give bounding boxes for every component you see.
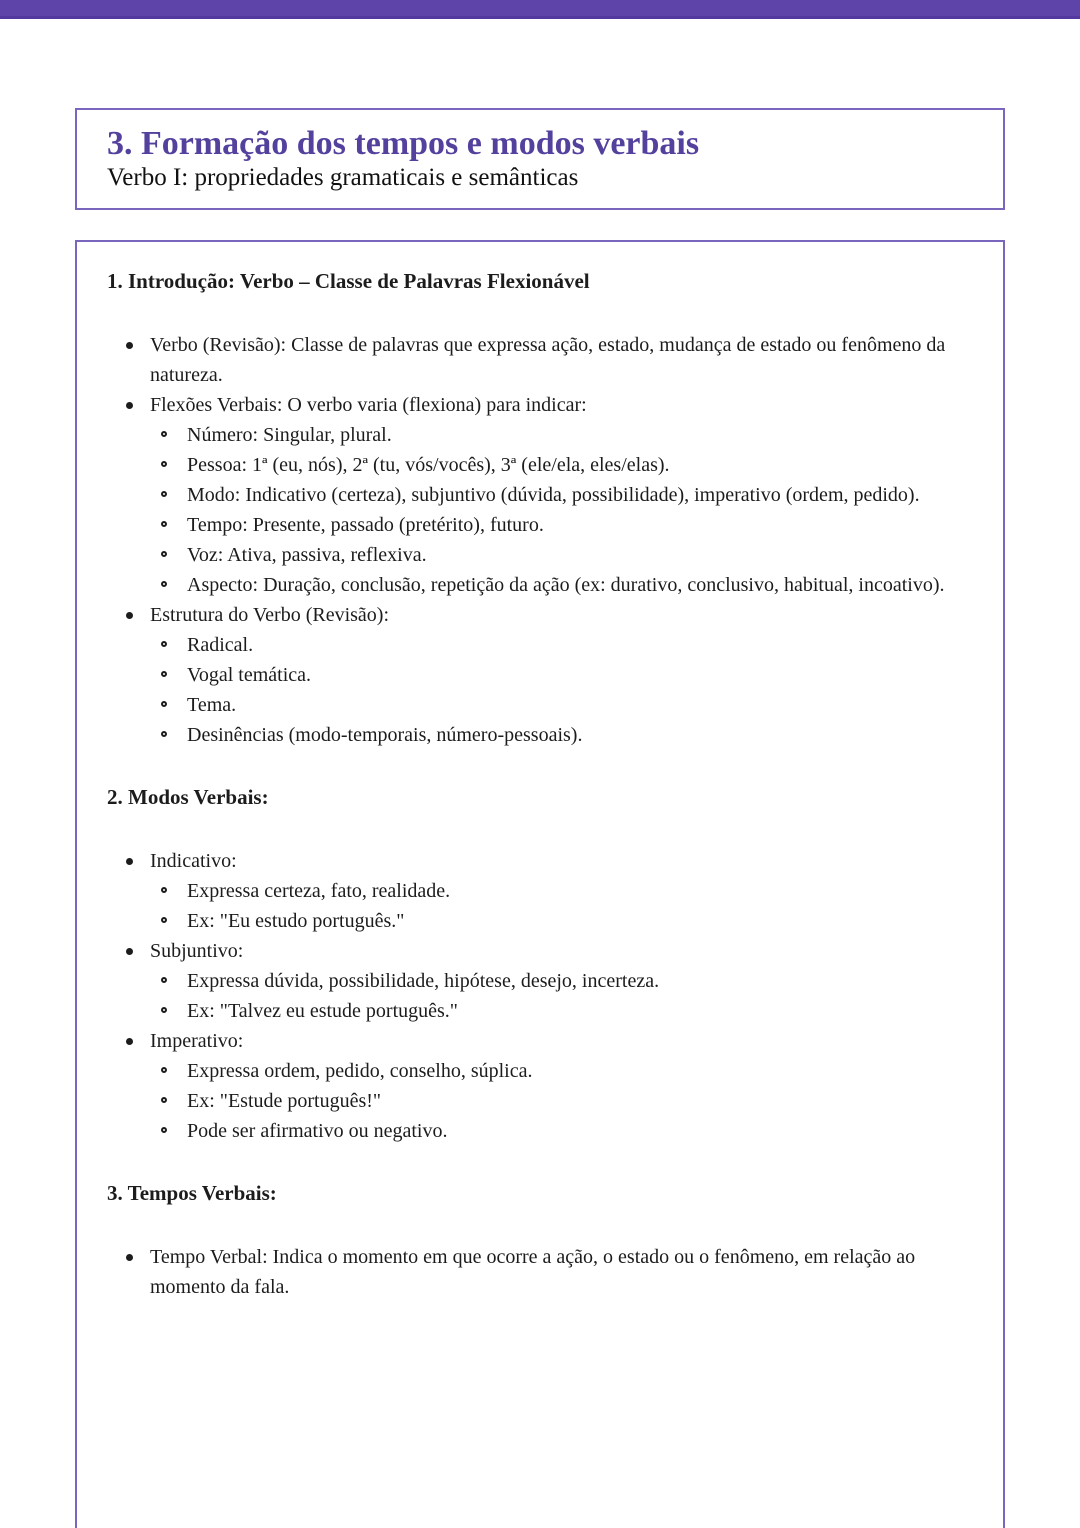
bullet-circle-icon [161,581,167,587]
bullet-dot-icon [126,1254,133,1261]
list-item-text: Ex: "Estude português!" [187,1090,382,1112]
title-box [75,108,1005,210]
bullet-circle-icon [161,431,167,437]
bullet-circle-icon [161,701,167,707]
list-item-text: Aspecto: Duração, conclusão, repetição da ação (ex: durativo, conclusivo, habitual, incoativo). [187,574,945,596]
list-item-text: Modo: Indicativo (certeza), subjuntivo (dúvida, possibilidade), imperativo (ordem, pedido). [187,484,920,506]
list-item-text: Verbo (Revisão): Classe de palavras que expressa ação, estado, mudança de estado ou fenômeno da natureza. [150,334,946,386]
bullet-dot-icon [126,858,133,865]
list-item-text: Ex: "Talvez eu estude português." [187,1000,458,1022]
bullet-circle-icon [161,1007,167,1013]
list-item [107,936,963,966]
list-item-text: Tempo: Presente, passado (pretérito), futuro. [187,514,544,536]
page-subtitle: Verbo I: propriedades gramaticais e semânticas [107,164,579,191]
list-item-text: Vogal temática. [187,664,312,686]
list-item [107,996,963,1026]
list-item-text: Ex: "Eu estudo português." [187,910,405,932]
content-box [75,240,1005,1528]
bullet-dot-icon [126,1038,133,1045]
list-item [107,966,963,996]
list-item-text: Estrutura do Verbo (Revisão): [150,604,390,626]
list-item [107,1242,963,1302]
bullet-circle-icon [161,461,167,467]
list-item-text: Expressa dúvida, possibilidade, hipótese, desejo, incerteza. [187,970,660,992]
list-item-text: Pode ser afirmativo ou negativo. [187,1120,448,1142]
bullet-dot-icon [126,948,133,955]
bullet-circle-icon [161,521,167,527]
list-item [107,600,963,630]
list-item [107,480,963,510]
bullet-circle-icon [161,887,167,893]
list-item [107,720,963,750]
list-item [107,420,963,450]
list-item [107,540,963,570]
list-item-text: Subjuntivo: [150,940,244,962]
list-item-text: Voz: Ativa, passiva, reflexiva. [187,544,427,566]
list-item-text: Expressa certeza, fato, realidade. [187,880,451,902]
list-item [107,390,963,420]
list-item-text: Indicativo: [150,850,237,872]
bullet-dot-icon [126,612,133,619]
bullet-circle-icon [161,1067,167,1073]
list-item [107,1116,963,1146]
bullet-circle-icon [161,731,167,737]
list-item [107,1086,963,1116]
list-item-text: Radical. [187,634,254,656]
list-item [107,846,963,876]
section-heading: 1. Introdução: Verbo – Classe de Palavras Flexionável [107,269,590,293]
list-item [107,1026,963,1056]
bullet-list [107,1242,963,1302]
page-title: 3. Formação dos tempos e modos verbais [107,125,700,162]
list-item [107,906,963,936]
top-accent-bar [0,0,1080,19]
list-item [107,690,963,720]
bullet-circle-icon [161,917,167,923]
bullet-circle-icon [161,641,167,647]
list-item-text: Tema. [187,694,237,716]
bullet-circle-icon [161,551,167,557]
section-heading: 2. Modos Verbais: [107,785,269,809]
list-item-text: Desinências (modo-temporais, número-pessoais). [187,724,583,746]
list-item [107,630,963,660]
list-item [107,510,963,540]
list-item [107,450,963,480]
list-item-text: Pessoa: 1ª (eu, nós), 2ª (tu, vós/vocês), 3ª (ele/ela, eles/elas). [187,454,670,476]
list-item [107,660,963,690]
list-item [107,330,963,390]
bullet-dot-icon [126,342,133,349]
list-item-text: Flexões Verbais: O verbo varia (flexiona) para indicar: [150,394,587,416]
list-item [107,570,963,600]
list-item-text: Expressa ordem, pedido, conselho, súplica. [187,1060,533,1082]
list-item [107,876,963,906]
list-item-text: Imperativo: [150,1030,244,1052]
bullet-circle-icon [161,671,167,677]
bullet-list [107,330,963,750]
bullet-circle-icon [161,977,167,983]
list-item [107,1056,963,1086]
bullet-circle-icon [161,491,167,497]
bullet-dot-icon [126,402,133,409]
bullet-circle-icon [161,1127,167,1133]
list-item-text: Número: Singular, plural. [187,424,392,446]
section-heading: 3. Tempos Verbais: [107,1181,277,1205]
list-item-text: Tempo Verbal: Indica o momento em que ocorre a ação, o estado ou o fenômeno, em relação ao momento da fala. [150,1246,916,1298]
bullet-circle-icon [161,1097,167,1103]
bullet-list [107,846,963,1146]
